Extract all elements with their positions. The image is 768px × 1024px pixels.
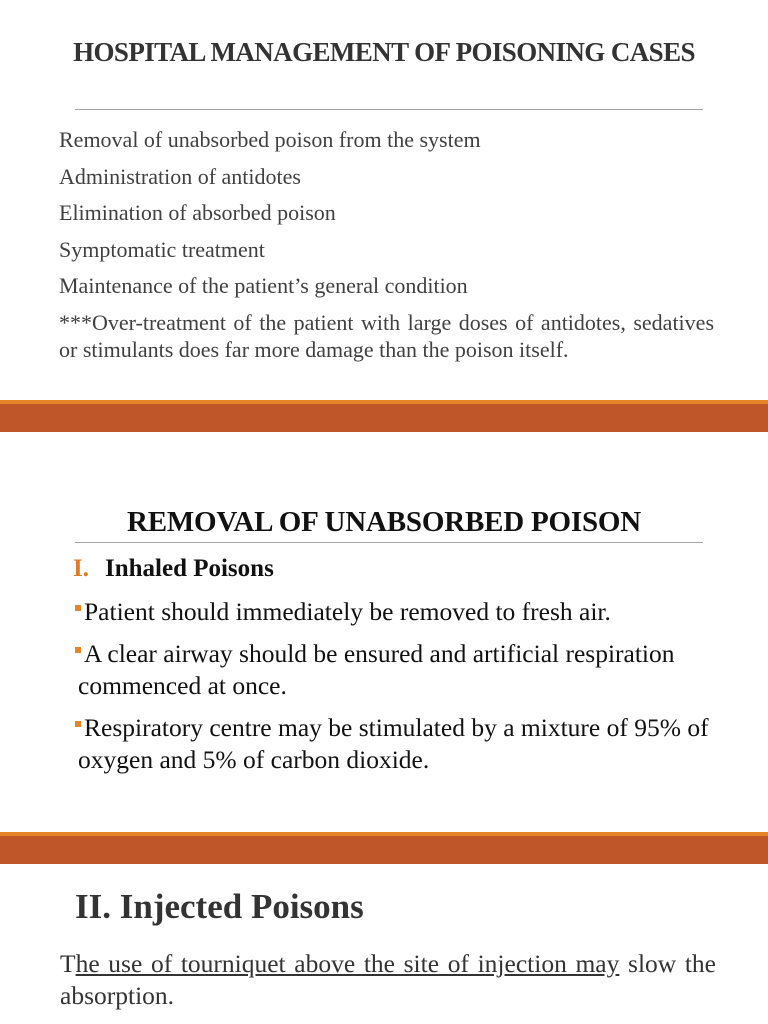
slide-title: REMOVAL OF UNABSORBED POISON — [126, 506, 642, 538]
slide-injected-poisons — [0, 864, 768, 1024]
slide-separator — [0, 400, 768, 432]
paragraph-first-letter: T — [60, 949, 76, 978]
list-item: Removal of unabsorbed poison from the system — [59, 127, 481, 152]
list-item — [78, 638, 718, 702]
slide-title: II. Injected Poisons — [75, 887, 364, 926]
square-bullet-icon — [75, 721, 81, 727]
section-title: Inhaled Poisons — [104, 555, 274, 582]
list-item: Elimination of absorbed poison — [59, 200, 336, 225]
slide-separator — [0, 832, 768, 864]
overtreatment-note: ***Over-treatment of the patient with large doses of antidotes, sedatives or stimulants does far more damage than the poison itself. — [59, 309, 714, 362]
title-divider — [75, 109, 703, 110]
slide-removal-unabsorbed — [0, 432, 768, 832]
list-item — [78, 712, 718, 776]
bullet-text: Respiratory centre may be stimulated by a mixture of 95% of oxygen and 5% of carbon dioxide. — [78, 713, 709, 774]
management-steps-list — [59, 126, 714, 372]
section-number: I. — [73, 555, 89, 582]
inhaled-poisons-list — [78, 596, 718, 786]
paragraph-underlined-text: he use of tourniquet above the site of injection may — [75, 949, 620, 978]
title-divider — [75, 542, 703, 543]
paragraph-rest-text: slow the absorption. — [60, 949, 717, 1010]
list-item — [78, 596, 718, 628]
list-item: Administration of antidotes — [59, 163, 301, 189]
square-bullet-icon — [75, 647, 81, 653]
slide-hospital-management — [0, 0, 768, 400]
square-bullet-icon — [75, 605, 81, 611]
list-item: Symptomatic treatment — [59, 236, 265, 262]
section-heading — [73, 553, 274, 585]
slide-title: HOSPITAL MANAGEMENT OF POISONING CASES — [73, 37, 695, 67]
bullet-text: Patient should immediately be removed to fresh air. — [84, 597, 611, 626]
tourniquet-paragraph — [60, 948, 716, 1012]
bullet-text: A clear airway should be ensured and artificial respiration commenced at once. — [78, 639, 675, 700]
list-item: Maintenance of the patient’s general condition — [59, 273, 468, 298]
